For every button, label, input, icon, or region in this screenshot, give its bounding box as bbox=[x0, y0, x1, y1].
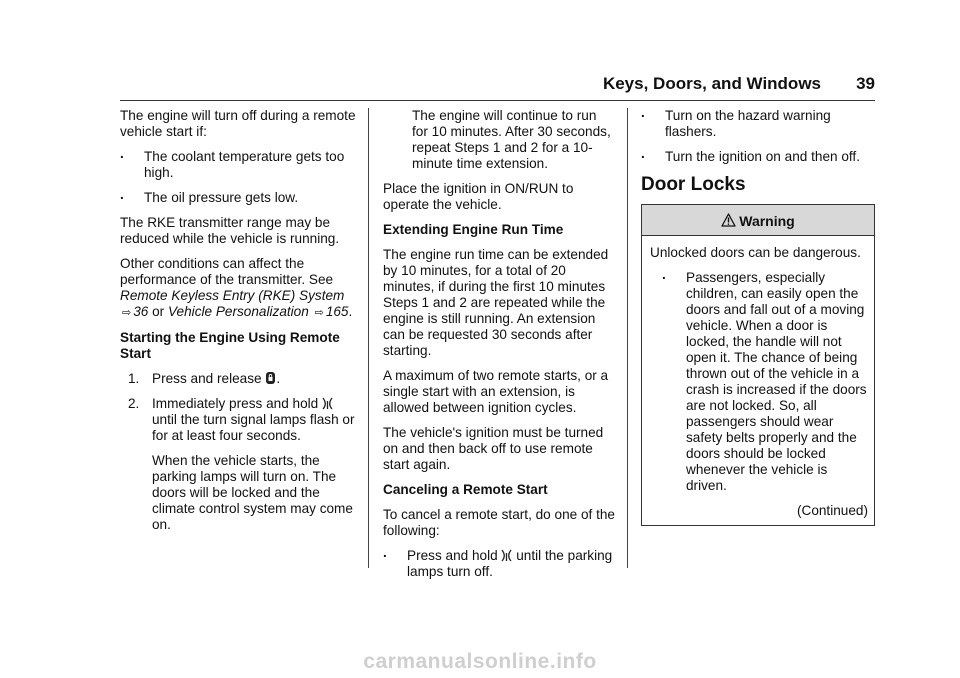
step-number: 2. bbox=[128, 396, 140, 411]
column-3 bbox=[641, 105, 877, 526]
paragraph: The RKE transmitter range may be reduced while the vehicle is running. bbox=[120, 215, 340, 246]
list-item bbox=[662, 267, 868, 494]
list-item-text: Press and hold bbox=[407, 548, 498, 563]
cross-reference-page[interactable]: 36 bbox=[133, 304, 149, 319]
lock-button-icon bbox=[265, 371, 276, 385]
subheading: Extending Engine Run Time bbox=[383, 222, 564, 237]
column-1 bbox=[120, 108, 356, 542]
warning-body bbox=[642, 236, 874, 525]
list-item-text: The oil pressure gets low. bbox=[144, 190, 299, 205]
column-divider bbox=[368, 108, 369, 568]
bullet-mark: . bbox=[662, 267, 666, 282]
cross-reference[interactable]: Remote Keyless Entry (RKE) System bbox=[120, 288, 345, 303]
paragraph: Other conditions can affect the performance of the transmitter. See Remote Keyless Entry (RKE) System ⇨ 36 or Vehicle Personalization ⇨ 165. bbox=[120, 256, 353, 319]
step-text: Press and release bbox=[152, 371, 262, 386]
list-item bbox=[383, 545, 615, 580]
bullet-mark: . bbox=[120, 187, 124, 202]
warning-triangle-icon bbox=[721, 213, 736, 227]
warning-header bbox=[642, 205, 874, 236]
paragraph: The engine will turn off during a remote vehicle start if: bbox=[120, 108, 356, 139]
arrow-right-icon: ⇨ bbox=[122, 307, 132, 319]
list-item bbox=[641, 146, 877, 165]
watermark: carmanualsonline.info bbox=[363, 650, 597, 673]
list-item-text: Turn the ignition on and then off. bbox=[665, 149, 860, 164]
step-text-continued: until the turn signal lamps flash or for at least four seconds. bbox=[152, 412, 355, 443]
warning-box bbox=[641, 204, 875, 526]
bullet-mark: . bbox=[641, 146, 645, 161]
paragraph: Unlocked doors can be dangerous. bbox=[650, 245, 861, 260]
paragraph: The engine will continue to run for 10 minutes. After 30 seconds, repeat Steps 1 and 2 for a 10-minute time extension. bbox=[412, 108, 611, 171]
list-item bbox=[641, 105, 877, 140]
paragraph: A maximum of two remote starts, or a single start with an extension, is allowed between ignition cycles. bbox=[383, 368, 609, 415]
step-text: Immediately press and hold bbox=[152, 396, 319, 411]
list-item-text: Passengers, especially children, can easily open the doors and fall out of a moving vehicle. When a door is locked, the handle will not open it. The chance of being thrown out of the vehicle in a crash is increased if the doors are not locked. So, all passengers should wear safety belts properly and the doors should be locked whenever the vehicle is driven. bbox=[686, 270, 867, 493]
cross-reference-page[interactable]: 165 bbox=[325, 304, 349, 319]
section-title: Door Locks bbox=[641, 174, 746, 195]
list-item-text: The coolant temperature gets too high. bbox=[144, 149, 345, 180]
step-item bbox=[120, 396, 356, 444]
paragraph: Place the ignition in ON/RUN to operate the vehicle. bbox=[383, 181, 574, 212]
step-item: 1. Press and release . bbox=[128, 371, 281, 386]
page-number: 39 bbox=[856, 74, 875, 93]
paragraph-text: Other conditions can affect the performance of the transmitter. See bbox=[120, 256, 334, 287]
list-item bbox=[120, 146, 356, 181]
arrow-right-icon: ⇨ bbox=[314, 307, 324, 319]
column-divider bbox=[627, 108, 628, 568]
list-item bbox=[120, 187, 356, 206]
header-rule bbox=[120, 100, 875, 101]
paragraph: To cancel a remote start, do one of the following: bbox=[383, 507, 615, 538]
continued-label: (Continued) bbox=[796, 503, 868, 518]
paragraph: When the vehicle starts, the parking lamps will turn on. The doors will be locked and the climate control system may come on. bbox=[152, 453, 353, 532]
list-item-text: Turn on the hazard warning flashers. bbox=[665, 108, 831, 139]
cross-reference[interactable]: Vehicle Personalization bbox=[168, 304, 309, 319]
remote-start-icon bbox=[322, 396, 333, 410]
bullet-mark: . bbox=[383, 545, 387, 560]
subheading: Canceling a Remote Start bbox=[383, 482, 548, 497]
subheading: Starting the Engine Using Remote Start bbox=[120, 330, 340, 361]
page-header bbox=[120, 70, 875, 98]
bullet-mark: . bbox=[120, 146, 124, 161]
conjunction: or bbox=[152, 304, 165, 319]
paragraph: The engine run time can be extended by 10 minutes, for a total of 20 minutes, if during the first 10 minutes Steps 1 and 2 are repeated while the engine is still running. An extension can be requested 30 seconds after starting. bbox=[383, 247, 609, 358]
column-2 bbox=[383, 108, 615, 589]
paragraph: The vehicle's ignition must be turned on and then back off to use remote start again. bbox=[383, 425, 604, 472]
warning-title: Warning bbox=[739, 213, 795, 229]
step-number: 1. bbox=[128, 371, 140, 386]
bullet-mark: . bbox=[641, 105, 645, 120]
remote-start-icon bbox=[501, 548, 512, 562]
page-title: Keys, Doors, and Windows bbox=[602, 74, 821, 93]
list-item-text: until the parking lamps turn off. bbox=[407, 548, 613, 579]
